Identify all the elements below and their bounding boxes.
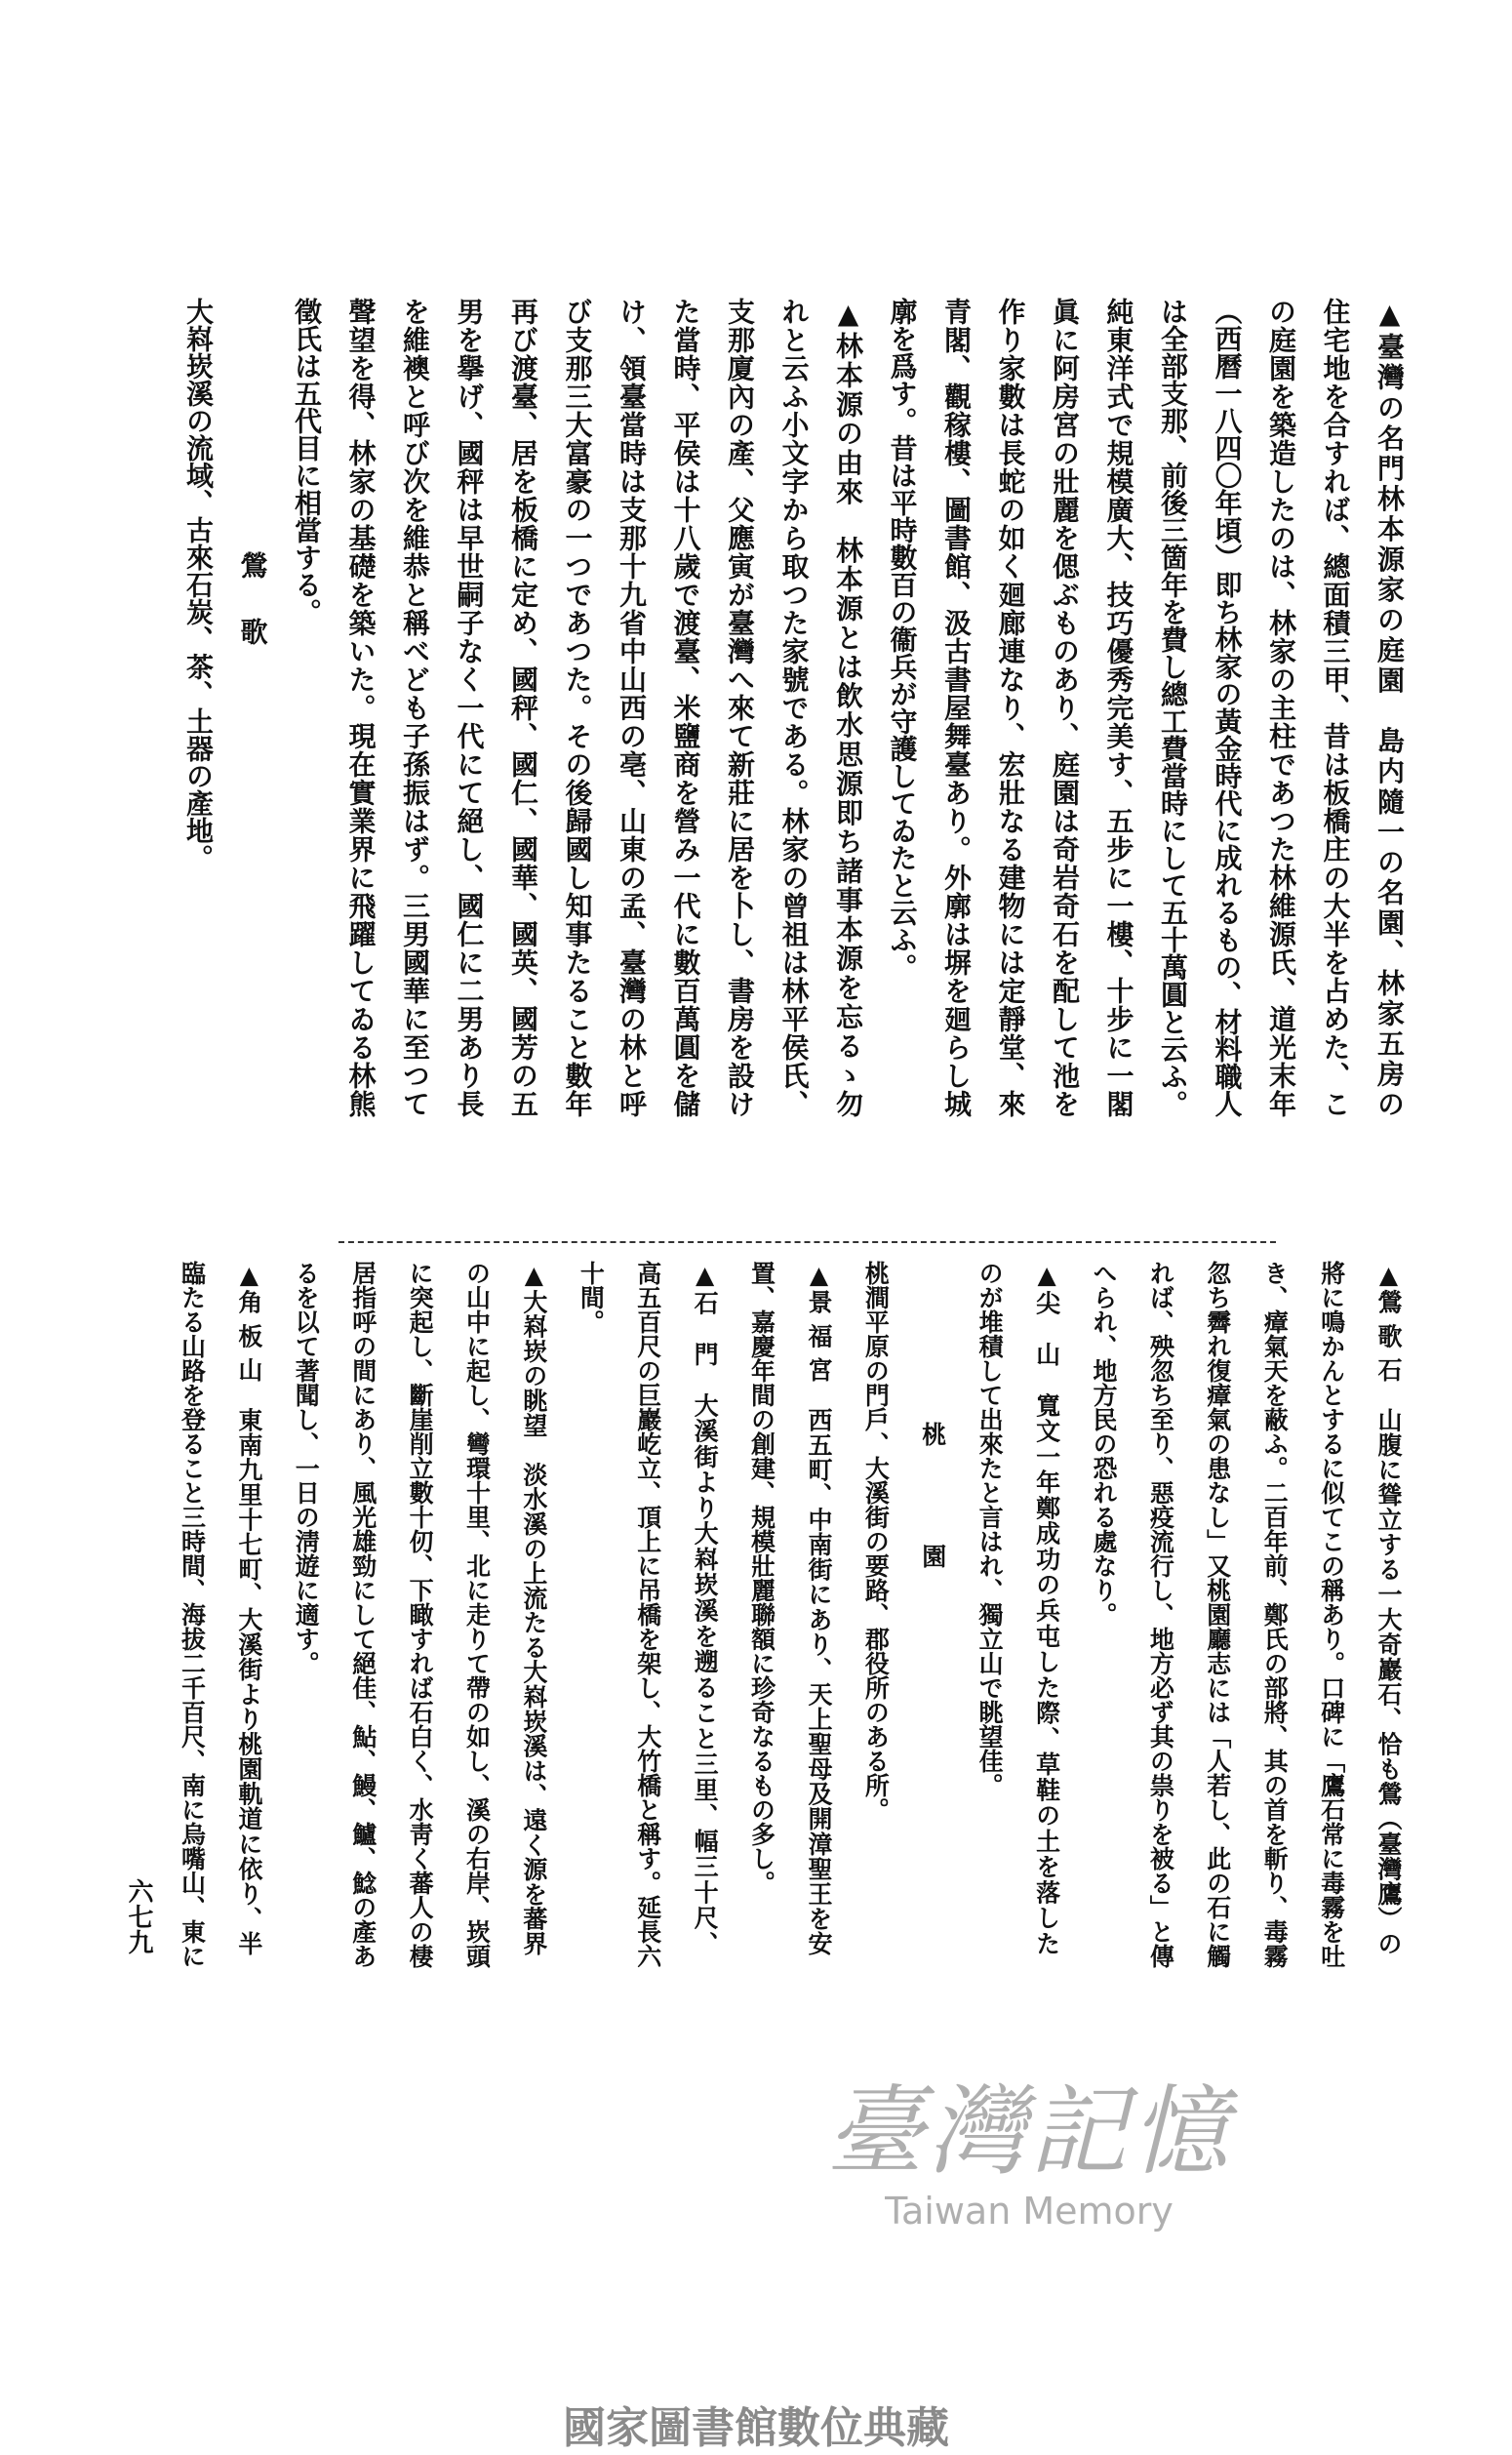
text-column: れと云ふ小文字から取つた家號である。林家の曾祖は林平侯氏、 <box>777 298 811 1117</box>
text-column: の庭園を築造したのは、林家の主柱であつた林維源氏、道光末年 <box>1265 298 1297 1117</box>
text-column: 臨たる山路を登ること三時間、海拔二千百尺、南に烏嘴山、東に <box>178 1261 207 1968</box>
watermark-logo <box>795 2074 1263 2233</box>
upper-text-block <box>172 298 1417 1117</box>
text-column: び支那三大富豪の一つであつた。その後歸國し知事たること數年 <box>561 298 594 1117</box>
text-column: き、瘴氣天を蔽ふ。二百年前、鄭氏の部將、其の首を斬り、毒霧 <box>1260 1261 1290 1968</box>
text-column: ▲臺灣の名門林本源家の庭園 島内隨一の名園、林家五房の <box>1373 298 1406 1117</box>
text-column: ▲鶯 歌 石 山腹に聳立する一大奇巖石、恰も鶯（臺灣鷹）の <box>1374 1261 1403 1955</box>
watermark-title: 臺灣記憶 <box>826 2074 1232 2189</box>
text-column: 置、嘉慶年間の創建、規模壯麗聯額に珍奇なるもの多し。 <box>747 1261 776 1895</box>
text-column: 再び渡臺、居を板橋に定め、國秤、國仁、國華、國英、國芳の五 <box>507 298 539 1117</box>
text-column: 桃澗平原の門戶、大溪街の要路、郡役所のある所。 <box>861 1261 891 1822</box>
text-column: に突起し、斷崖削立數十仞、下瞰すれば石白く、水靑く蕃人の棲 <box>406 1261 435 1968</box>
text-column: ▲景 福 宮 西五町、中南街にあり、天上聖母及開漳聖王を安 <box>804 1261 833 1955</box>
text-column: 廓を爲す。昔は平時數百の衞兵が守護してゐたと云ふ。 <box>886 298 919 981</box>
text-column: 青閣、觀稼樓、圖書館、汲古書屋舞臺あり。外廓は塀を廻らし城 <box>940 298 973 1117</box>
page-number: 六七九 <box>124 1878 153 1954</box>
text-column: るを以て著聞し、一日の淸遊に適す。 <box>292 1261 321 1675</box>
text-column: 徵氏は五代目に相當する。 <box>291 298 323 625</box>
lower-text-block <box>163 1261 1416 1968</box>
text-column: へられ、地方民の恐れる處なり。 <box>1089 1261 1118 1627</box>
text-column: 純東洋式で規模廣大、技巧優秀完美す、五步に一樓、十步に一閣 <box>1102 298 1135 1117</box>
watermark-subtitle: Taiwan Memory <box>885 2190 1174 2233</box>
text-column: を維襖と呼び次を維恭と稱べども子孫振はず。三男國華に至つて <box>399 298 431 1117</box>
text-column: 十間。 <box>577 1261 606 1334</box>
text-column: 支那廈內の產、父應寅が臺灣へ來て新莊に居を卜し、書房を設け <box>724 298 756 1117</box>
section-heading: 桃園 <box>918 1422 947 1666</box>
text-column: 作り家數は長蛇の如く廻廊連なり、宏壯なる建物には定靜堂、來 <box>994 298 1027 1117</box>
text-column: れば、殃忽ち至り、惡疫流行し、地方必ず其の祟りを被る」と傳 <box>1146 1261 1175 1968</box>
section-heading: 鶯歌 <box>236 551 269 684</box>
text-column: 聲望を得、林家の基礎を築いた。現在實業界に飛躍してゐる林熊 <box>344 298 378 1117</box>
text-column: け、領臺當時は支那十九省中山西の亳、山東の孟、臺灣の林と呼 <box>616 298 648 1117</box>
text-column: は全部支那、前後三箇年を費し總工費當時にして五十萬圓と云ふ。 <box>1157 298 1189 1117</box>
section-divider <box>338 1241 1276 1243</box>
text-column: （西曆一八四〇年頃）即ち林家の黃金時代に成れるもの、材料職人 <box>1211 298 1244 1117</box>
text-column: 眞に阿房宮の壯麗を偲ぶものあり、庭園は奇岩奇石を配して池を <box>1049 298 1081 1117</box>
text-column: ▲角 板 山 東南九里十七町、大溪街より桃園軌道に依り、半 <box>234 1261 263 1955</box>
text-column: 高五百尺の巨巖屹立、頂上に吊橋を架し、大竹橋と稱す。延長六 <box>633 1261 662 1968</box>
text-column: の山中に起し、彎環十里、北に走りて帶の如し、溪の右岸、崁頭 <box>462 1261 492 1968</box>
text-column: ▲尖 山 寬文一年鄭成功の兵屯した際、草鞋の土を落した <box>1032 1261 1061 1955</box>
text-column: 男を擧げ、國秤は早世嗣子なく一代にて絕し、國仁に二男あり長 <box>453 298 486 1117</box>
text-column: 大嵙崁溪の流域、古來石炭、茶、土器の產地。 <box>182 298 215 871</box>
footer-credit: 國家圖書館數位典藏 <box>563 2403 949 2453</box>
text-column: 忽ち霽れ復瘴氣の患なし」又桃園廳志には「人若し、此の石に觸 <box>1203 1261 1232 1968</box>
text-column: ▲石 門 大溪街より大嵙崁溪を遡ること三里、幅三十尺、 <box>691 1261 720 1955</box>
text-column: ▲大嵙崁の眺望 淡水溪の上流たる大嵙崁溪は、遠く源を蕃界 <box>519 1261 548 1955</box>
text-column: 將に鳴かんとするに似てこの稱あり。口碑に「鷹石常に毒霧を吐 <box>1317 1261 1346 1968</box>
text-column: ▲林本源の由來 林本源とは飲水思源即ち諸事本源を忘るゝ勿 <box>832 298 864 1117</box>
text-column: 住宅地を合すれば、總面積三甲、昔は板橋庄の大半を占めた、こ <box>1319 298 1352 1117</box>
text-column: た當時、平侯は十八歲で渡臺、米鹽商を營み一代に數百萬圓を儲 <box>669 298 702 1117</box>
text-column: 居指呼の間にあり、風光雄勁にして絕佳、鮎、鰻、鱸、鯰の產あ <box>348 1261 378 1968</box>
text-column: のが堆積して出來たと言はれ、獨立山で眺望佳。 <box>975 1261 1005 1797</box>
